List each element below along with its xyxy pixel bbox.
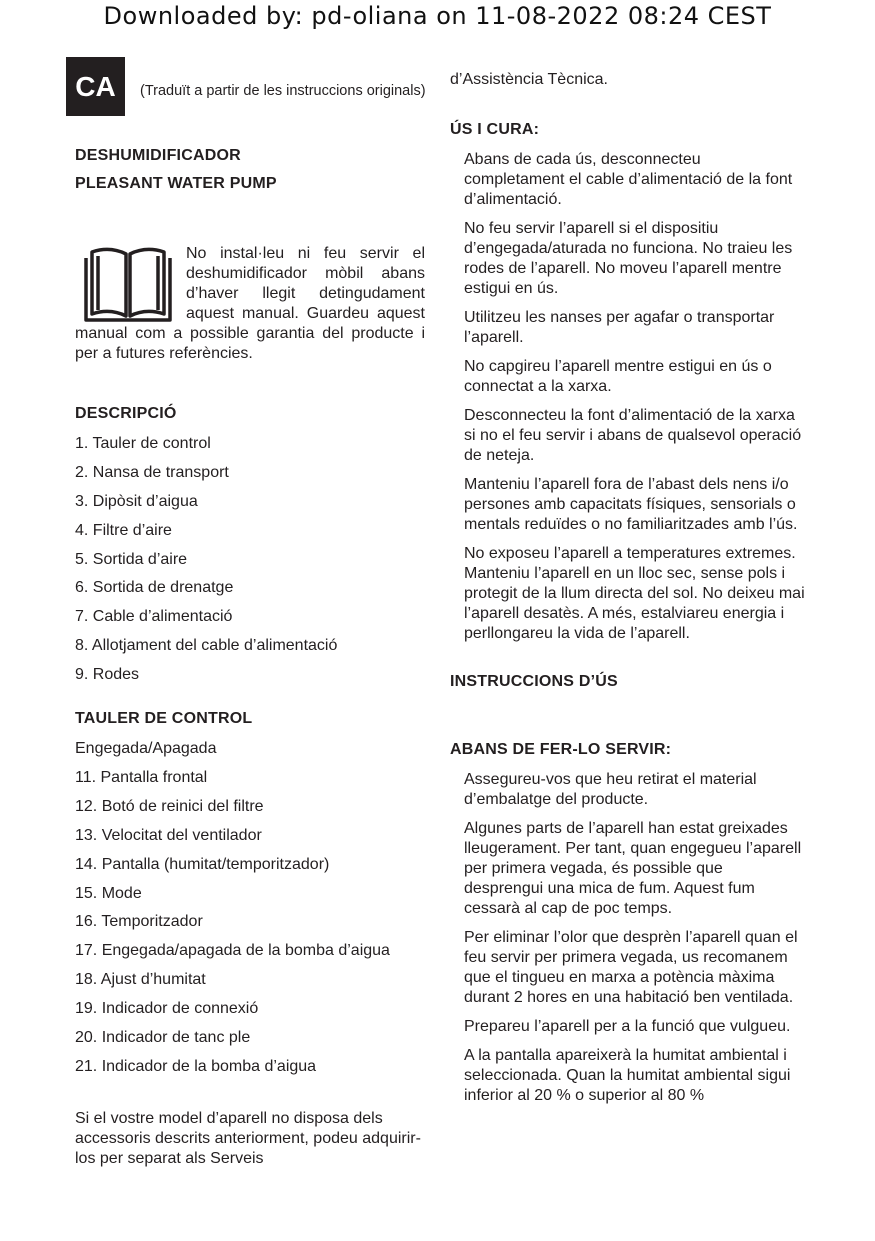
list-item: 4. Filtre d’aire	[75, 521, 172, 539]
accessories-note-continued: d’Assistència Tècnica.	[450, 71, 608, 88]
paragraph: Prepareu l’aparell per a la funció que vulgueu.	[464, 1018, 791, 1035]
list-item: 8. Allotjament del cable d’alimentació	[75, 637, 338, 655]
list-item: 6. Sortida de drenatge	[75, 579, 234, 597]
left-column	[75, 146, 425, 1169]
before-use-heading: ABANS DE FER-LO SERVIR:	[450, 741, 672, 758]
paragraph: Manteniu l’aparell fora de l’abast dels nens i/o persones amb capacitats físiques, sensorials o mentals reduïdes o no familiaritzades amb l’ús.	[464, 476, 798, 533]
list-item: Engegada/Apagada	[75, 740, 217, 758]
list-item: 20. Indicador de tanc ple	[75, 1029, 251, 1047]
control-panel-section	[75, 709, 425, 1077]
intro-warning	[75, 244, 425, 364]
list-item: 19. Indicador de connexió	[75, 1000, 259, 1018]
description-section	[75, 404, 425, 685]
list-item: 9. Rodes	[75, 666, 140, 684]
description-heading: DESCRIPCIÓ	[75, 405, 177, 422]
description-list	[75, 434, 425, 685]
instructions-heading: INSTRUCCIONS D’ÚS	[450, 673, 618, 690]
paragraph: Abans de cada ús, desconnecteu completament el cable d’alimentació de la font d’alimentació.	[464, 151, 793, 208]
accessories-note: Si el vostre model d’aparell no disposa dels accessoris descrits anteriorment, podeu adquirir-los per separat als Serveis	[75, 1109, 421, 1167]
paragraph: A la pantalla apareixerà la humitat ambiental i seleccionada. Quan la humitat ambiental sigui inferior al 20 % o superior al 80 %	[464, 1047, 791, 1104]
paragraph: No exposeu l’aparell a temperatures extremes. Manteniu l’aparell en un lloc sec, sense pols i protegit de la llum directa del sol. No deixeu mai l’aparell desatès. A més, estalviareu energia i perllongareu la vida de l’aparell.	[464, 545, 805, 642]
list-item: 12. Botó de reinici del filtre	[75, 797, 264, 815]
intro-text: No instal·leu ni feu servir el deshumidificador mòbil abans d’haver llegit detingudament aquest manual. Guardeu aquest manual com a possible garantia del producte i per a futures referències.	[75, 245, 425, 362]
product-type-title: DESHUMIDIFICADOR	[75, 147, 241, 164]
list-item: 11. Pantalla frontal	[75, 769, 208, 787]
use-care-heading: ÚS I CURA:	[450, 121, 540, 138]
list-item: 13. Velocitat del ventilador	[75, 826, 262, 844]
control-panel-list	[75, 739, 425, 1077]
control-panel-heading: TAULER DE CONTROL	[75, 710, 253, 728]
paragraph: Assegureu-vos que heu retirat el material d’embalatge del producte.	[464, 771, 757, 808]
product-name-title: PLEASANT WATER PUMP	[75, 175, 277, 192]
read-manual-icon	[80, 244, 176, 324]
translation-note: (Traduït a partir de les instruccions originals)	[140, 83, 426, 99]
list-item: 2. Nansa de transport	[75, 463, 229, 481]
list-item: 3. Dipòsit d’aigua	[75, 492, 198, 510]
download-watermark: Downloaded by: pd-oliana on 11-08-2022 08:24 CEST	[103, 2, 772, 30]
list-item: 16. Temporitzador	[75, 913, 203, 931]
language-badge: CA	[66, 57, 125, 116]
list-item: 17. Engegada/apagada de la bomba d’aigua	[75, 942, 390, 960]
paragraph: No capgireu l’aparell mentre estigui en ús o connectat a la xarxa.	[464, 358, 772, 395]
list-item: 1. Tauler de control	[75, 435, 211, 452]
list-item: 7. Cable d’alimentació	[75, 608, 233, 626]
list-item: 14. Pantalla (humitat/temporitzador)	[75, 855, 330, 873]
list-item: 18. Ajust d’humitat	[75, 971, 206, 989]
right-column	[450, 70, 805, 1115]
paragraph: Desconnecteu la font d’alimentació de la xarxa si no el feu servir i abans de qualsevol operació de neteja.	[464, 407, 802, 464]
paragraph: Utilitzeu les nanses per agafar o transportar l’aparell.	[464, 309, 775, 346]
list-item: 5. Sortida d’aire	[75, 550, 188, 568]
paragraph: Per eliminar l’olor que desprèn l’aparell quan el feu servir per primera vegada, us recomanem que el tingueu en marxa a potència màxima durant 2 hores en una habitació ben ventilada.	[464, 929, 798, 1006]
list-item: 21. Indicador de la bomba d’aigua	[75, 1057, 317, 1075]
list-item: 15. Mode	[75, 884, 142, 902]
paragraph: No feu servir l’aparell si el dispositiu d’engegada/aturada no funciona. No traieu les rodes de l’aparell. No moveu l’aparell mentre estigui en ús.	[464, 220, 793, 297]
paragraph: Algunes parts de l’aparell han estat greixades lleugerament. Per tant, quan engegueu l’aparell per primera vegada, és possible que desprengui una mica de fum. Aquest fum cessarà al cap de poc temps.	[464, 820, 802, 917]
